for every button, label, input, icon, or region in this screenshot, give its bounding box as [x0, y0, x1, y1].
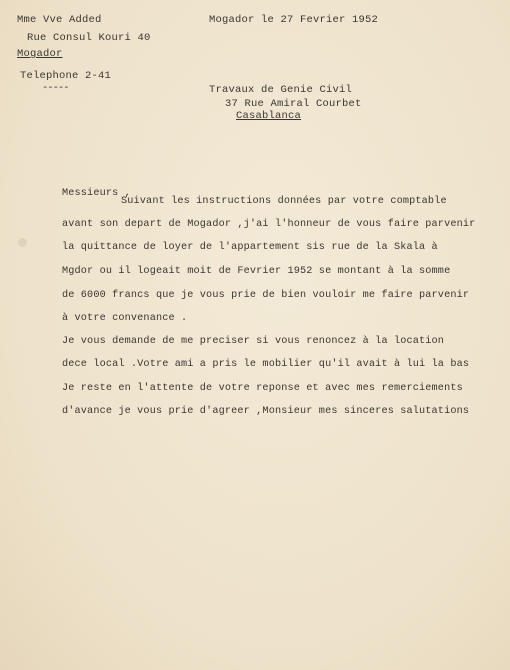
- letter-date: Mogador le 27 Fevrier 1952: [209, 14, 379, 26]
- body-line: d'avance je vous prie d'agreer ,Monsieur mes sinceres salutations: [62, 406, 470, 417]
- sender-city: Mogador: [17, 48, 63, 60]
- recipient-org: Travaux de Genie Civil: [209, 84, 353, 96]
- body-line: de 6000 francs que je vous prie de bien vouloir me faire parvenir: [62, 290, 470, 301]
- recipient-city: Casablanca: [236, 110, 302, 122]
- sender-phone: Telephone 2-41: [20, 70, 112, 82]
- sender-street: Rue Consul Kouri 40: [27, 32, 151, 44]
- body-line: avant son depart de Mogador ,j'ai l'honneur de vous faire parvenir: [62, 219, 476, 230]
- body-line: dece local .Votre ami a pris le mobilier qu'il avait à lui la bas: [62, 359, 470, 370]
- body-line: la quittance de loyer de l'appartement sis rue de la Skala à: [62, 242, 438, 253]
- salutation: Messieurs ,: [62, 188, 131, 199]
- body-line: Suivant les instructions données par votre comptable: [121, 196, 447, 207]
- body-line: à votre convenance .: [62, 313, 188, 324]
- body-line: Je vous demande de me preciser si vous renoncez à la location: [62, 336, 445, 347]
- body-line: Mgdor ou il logeait moit de Fevrier 1952 se montant à la somme: [62, 266, 451, 277]
- body-line: Je reste en l'attente de votre reponse et avec mes remerciements: [62, 383, 463, 394]
- paper-spot: [18, 238, 27, 247]
- sender-dashes: -----: [42, 82, 69, 94]
- recipient-street: 37 Rue Amiral Courbet: [225, 98, 362, 110]
- sender-name: Mme Vve Added: [17, 14, 102, 26]
